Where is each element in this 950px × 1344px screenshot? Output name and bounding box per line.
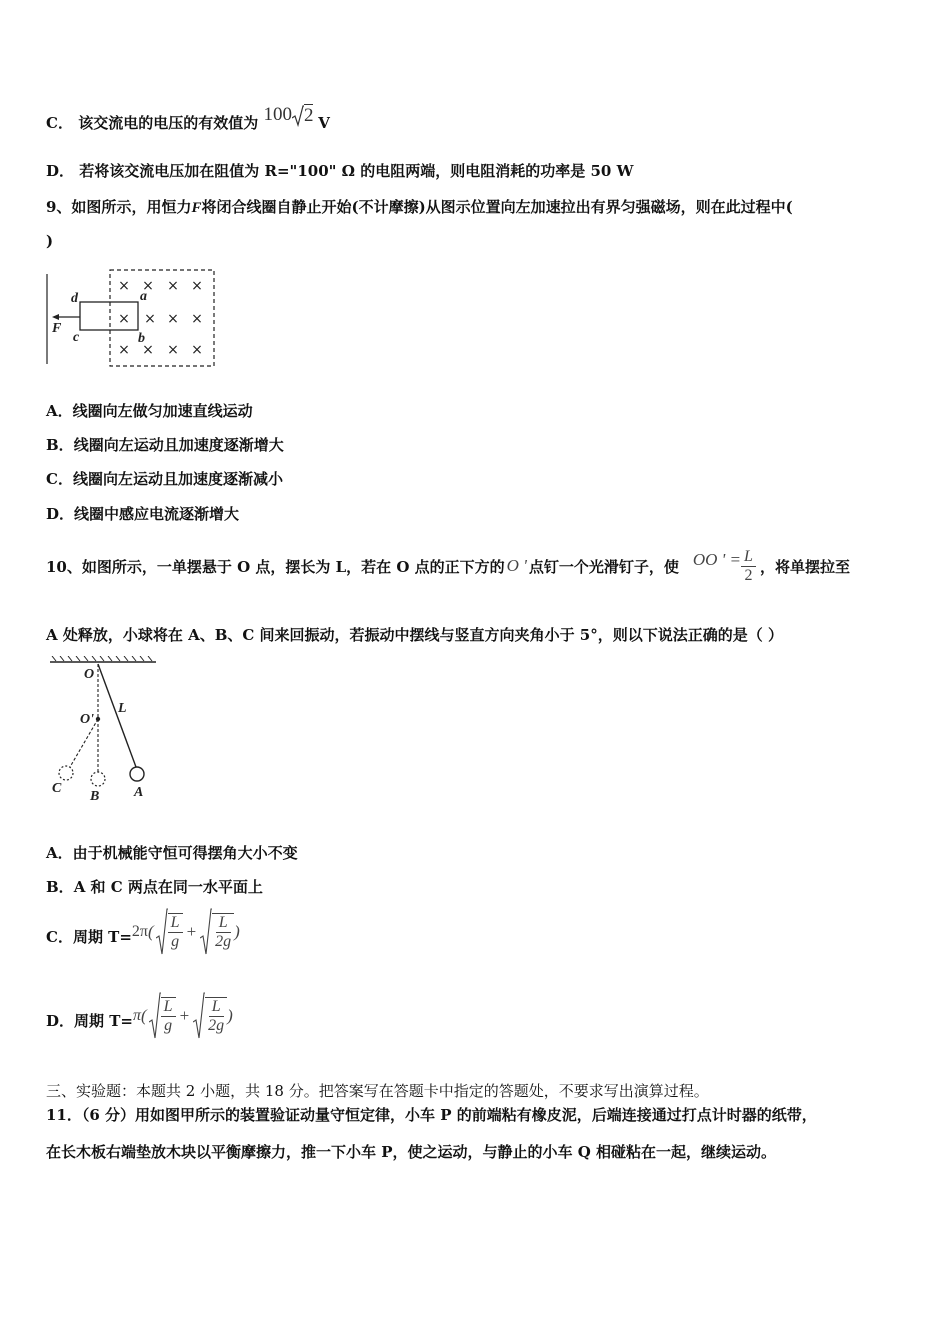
label-a: a [140,289,147,304]
label-A: A [134,785,144,800]
q8-option-c-text: 该交流电的电压的有效值为 [78,114,259,132]
q10-stem: 10、如图所示，一单摆悬于 O 点，摆长为 L，若在 O 点的正下方的 O ' 点钉一个光滑钉子，使 OO ' = $\frac{L}{2}$ ，将单摆拉至 [46,547,850,584]
bob-B [91,772,105,786]
label-F: F [52,321,62,336]
field-cross: × [191,342,203,358]
section-3-heading: 三、实验题：本题共 2 小题，共 18 分。把答案写在答题卡中指定的答题处，不要求写出演算过程。 [46,1082,709,1100]
label-O: O [84,667,95,682]
q11-line1: 11．（6 分）用如图甲所示的装置验证动量守恒定律，小车 P 的前端粘有橡皮泥，后端连接通过打点计时器的纸带， [46,1106,817,1124]
label-b: b [138,331,145,346]
label-L: L [118,701,127,716]
field-cross: × [167,342,179,358]
q8-option-c-unit: V [318,114,330,132]
q9-force-symbol: F [191,200,202,216]
q10-option-d: D． 周期 T= π ( $\frac{L}{g}$ + $\frac{L}{2g}$ ) [46,990,233,1050]
q9-stem-close: ) [46,232,54,250]
field-cross: × [144,311,156,327]
q10-option-b: B．A 和 C 两点在同一水平面上 [46,878,263,896]
q8-option-d [46,160,633,181]
q8-option-c [46,104,330,135]
q9-stem: 9、如图所示，用恒力F将闭合线圈自静止开始(不计摩擦)从图示位置向左加速拉出有界匀强磁场，则在此过程中( [46,198,793,216]
bob-C [59,766,73,780]
q8-option-d-letter: D． [46,162,75,180]
label-Oprime: O' [80,712,94,727]
q10-oprime: O ' [506,556,527,575]
q10-figure [46,656,158,802]
bob-A [130,767,144,781]
field-cross: × [142,278,154,294]
q10-option-d-formula: π ( $\frac{L}{g}$ + $\frac{L}{2g}$ ) [133,992,233,1040]
field-cross: × [118,342,130,358]
q8-option-c-letter: C． [46,114,73,132]
field-cross: × [191,278,203,294]
field-cross: × [191,311,203,327]
q9-option-a: A．线圈向左做匀加速直线运动 [46,402,253,420]
q9-option-b: B．线圈向左运动且加速度逐渐增大 [46,436,284,454]
q8-option-c-value: 100 2 [263,104,314,127]
field-cross: × [167,278,179,294]
field-cross: × [142,342,154,358]
field-cross: × [167,311,179,327]
label-d: d [71,291,78,306]
field-cross: × [118,278,130,294]
q10-option-a: A．由于机械能守恒可得摆角大小不变 [46,844,298,862]
label-B: B [90,789,100,802]
q10-eq-fraction: $\frac{L}{2}$ [741,548,756,585]
q10-eq-lhs: OO ' = [692,550,742,569]
q10-option-c-formula: 2π ( $\frac{L}{g}$ + $\frac{L}{2g}$ ) [132,908,240,956]
q11-line2: 在长木板右端垫放木块以平衡摩擦力，推一下小车 P，使之运动，与静止的小车 Q 相碰粘在一起，继续运动。 [46,1143,777,1161]
q9-option-c: C．线圈向左运动且加速度逐渐减小 [46,470,283,488]
q9-option-d: D．线圈中感应电流逐渐增大 [46,505,240,523]
q10-stem-line2: A 处释放，小球将在 A、B、C 间来回振动，若振动中摆线与竖直方向夹角小于 5°，则以下说法正确的是（ ） [46,626,783,644]
nail-Oprime [96,717,100,721]
q10-option-c: C． 周期 T= 2π ( $\frac{L}{g}$ + $\frac{L}{2g}$ ) [46,906,240,966]
label-C: C [52,781,62,796]
field-cross: × [118,311,130,327]
q8-option-d-text: 若将该交流电压加在阻值为 R="100" Ω 的电阻两端，则电阻消耗的功率是 50 W [79,162,634,180]
label-c: c [73,330,80,345]
q9-figure [46,266,218,372]
